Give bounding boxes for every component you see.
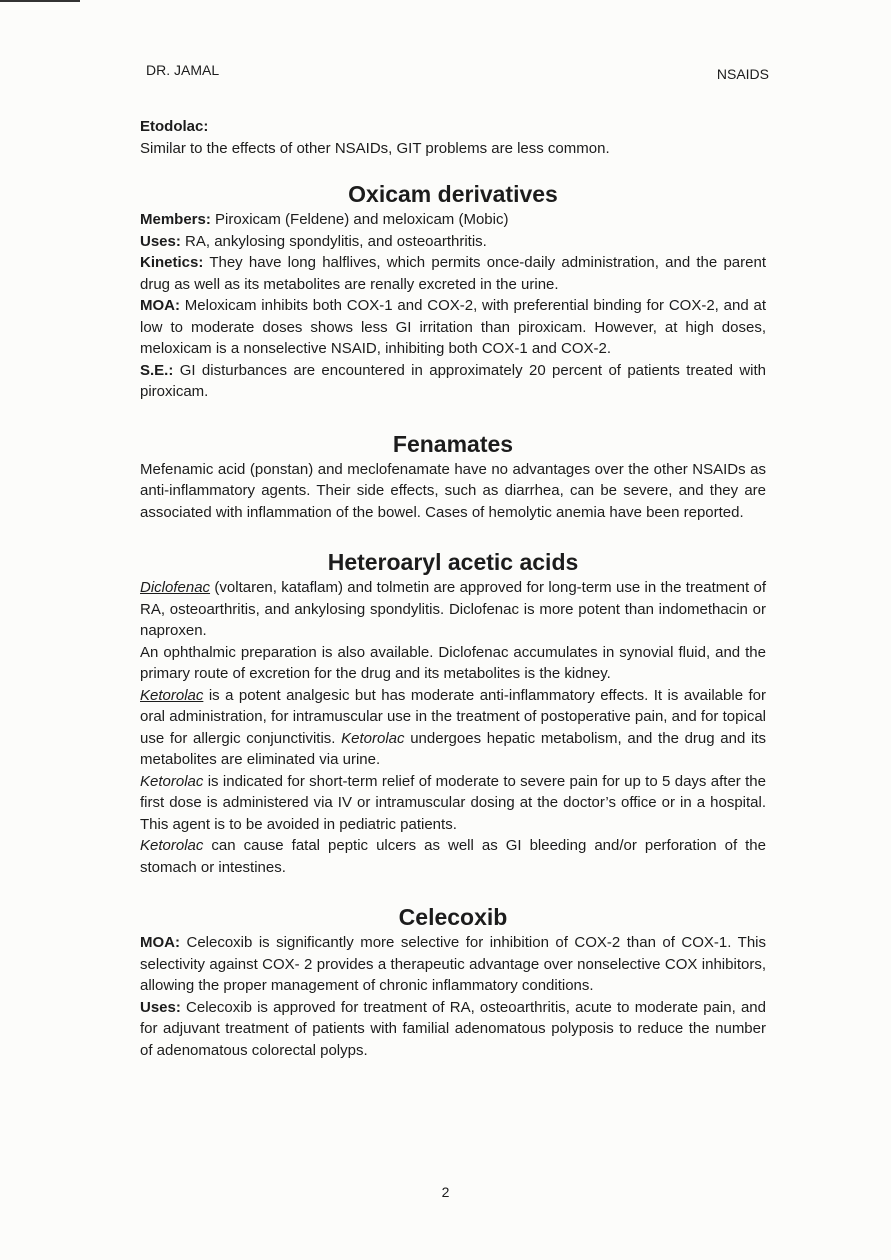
heteroaryl-p3-b: undergoes hepatic metabolism, and the drug and its metabolites are eliminated via urine. [140, 729, 766, 768]
etodolac-title: Etodolac: [140, 118, 209, 135]
members-label: Members: [140, 211, 211, 228]
header-topic: NSAIDS [716, 66, 769, 82]
page-number: 2 [441, 1184, 450, 1200]
oxicam-moa [140, 295, 766, 360]
heteroaryl-heading: Heteroaryl acetic acids [327, 549, 579, 575]
celecoxib-moa [140, 932, 766, 997]
se-label: S.E.: [140, 361, 174, 379]
fenamates-text: Mefenamic acid (ponstan) and meclofenamate have no advantages over the other NSAIDs as anti-inflammatory agents. Their side effects, such as diarrhea, can be severe, and they are associated with inflammation of the bowel. Cases of hemolytic anemia have been reported. [140, 460, 766, 521]
moa-text: Meloxicam inhibits both COX-1 and COX-2, with preferential binding for COX-2, and at low to moderate doses shows less GI irritation than piroxicam. However, at high doses, meloxicam is a nonselective NSAID, inhibiting both COX-1 and COX-2. [140, 297, 766, 357]
heteroaryl-p1 [140, 577, 766, 642]
heteroaryl-p4 [140, 771, 766, 836]
celecoxib-uses-label: Uses: [140, 998, 181, 1016]
celecoxib-uses [140, 997, 766, 1062]
oxicam-se [140, 360, 766, 403]
oxicam-kinetics [140, 252, 766, 295]
heteroaryl-p2: An ophthalmic preparation is also available. Diclofenac accumulates in synovial fluid, and the primary route of excretion for the drug and its metabolites is the kidney. [140, 643, 766, 682]
oxicam-heading: Oxicam derivatives [348, 181, 558, 207]
celecoxib-uses-text: Celecoxib is approved for treatment of RA, osteoarthritis, acute to moderate pain, and for adjuvant treatment of patients with familial adenomatous polyposis to reduce the number of adenomatous colorectal polyps. [140, 998, 766, 1059]
heteroaryl-p4-text: is indicated for short-term relief of moderate to severe pain for up to 5 days after the first dose is administered via IV or intramuscular dosing at the doctor’s office or in a hospital. This agent is to be avoided in pediatric patients. [140, 772, 766, 833]
top-rule [0, 0, 80, 2]
ketorolac-term-4: Ketorolac [140, 837, 204, 854]
heteroaryl-p1-text: (voltaren, kataflam) and tolmetin are approved for long-term use in the treatment of RA, osteoarthritis, and ankylosing spondylitis. Diclofenac is more potent than indomethacin or naproxen. [140, 579, 766, 639]
ketorolac-term-2: Ketorolac [341, 729, 405, 747]
ketorolac-term-3: Ketorolac [140, 772, 204, 790]
se-text: GI disturbances are encountered in approximately 20 percent of patients treated with piroxicam. [140, 361, 766, 400]
heteroaryl-p3 [140, 685, 766, 771]
oxicam-uses [140, 231, 766, 253]
ketorolac-term: Ketorolac [140, 686, 204, 704]
header-author: DR. JAMAL [146, 62, 220, 78]
kinetics-label: Kinetics: [140, 254, 204, 271]
heteroaryl-p3-a: is a potent analgesic but has moderate anti-inflammatory effects. It is available for oral administration, for intramuscular use in the treatment of postoperative pain, and for topical use for allergic conjunctivitis. [140, 686, 766, 747]
uses-text: RA, ankylosing spondylitis, and osteoarthritis. [180, 232, 487, 250]
oxicam-members [140, 209, 766, 231]
fenamates-heading: Fenamates [392, 430, 514, 457]
heteroaryl-p5-text: can cause fatal peptic ulcers as well as GI bleeding and/or perforation of the stomach or intestines. [140, 837, 766, 876]
etodolac-text: Similar to the effects of other NSAIDs, GIT problems are less common. [140, 139, 610, 157]
members-text: Piroxicam (Feldene) and meloxicam (Mobic) [210, 211, 509, 228]
heteroaryl-p5 [140, 835, 766, 878]
moa-label: MOA: [140, 297, 180, 314]
uses-label: Uses: [140, 232, 181, 250]
kinetics-text: They have long halflives, which permits once-daily administration, and the parent drug as well as its metabolites are renally excreted in the urine. [140, 254, 766, 293]
celecoxib-moa-text: Celecoxib is significantly more selective for inhibition of COX-2 than of COX-1. This selectivity against COX- 2 provides a therapeutic advantage over nonselective COX inhibitors, allowing the proper management of chronic inflammatory conditions. [140, 934, 766, 994]
celecoxib-heading: Celecoxib [398, 904, 508, 930]
page-content [140, 116, 766, 1061]
diclofenac-term: Diclofenac [140, 579, 211, 596]
celecoxib-moa-label: MOA: [140, 934, 180, 951]
